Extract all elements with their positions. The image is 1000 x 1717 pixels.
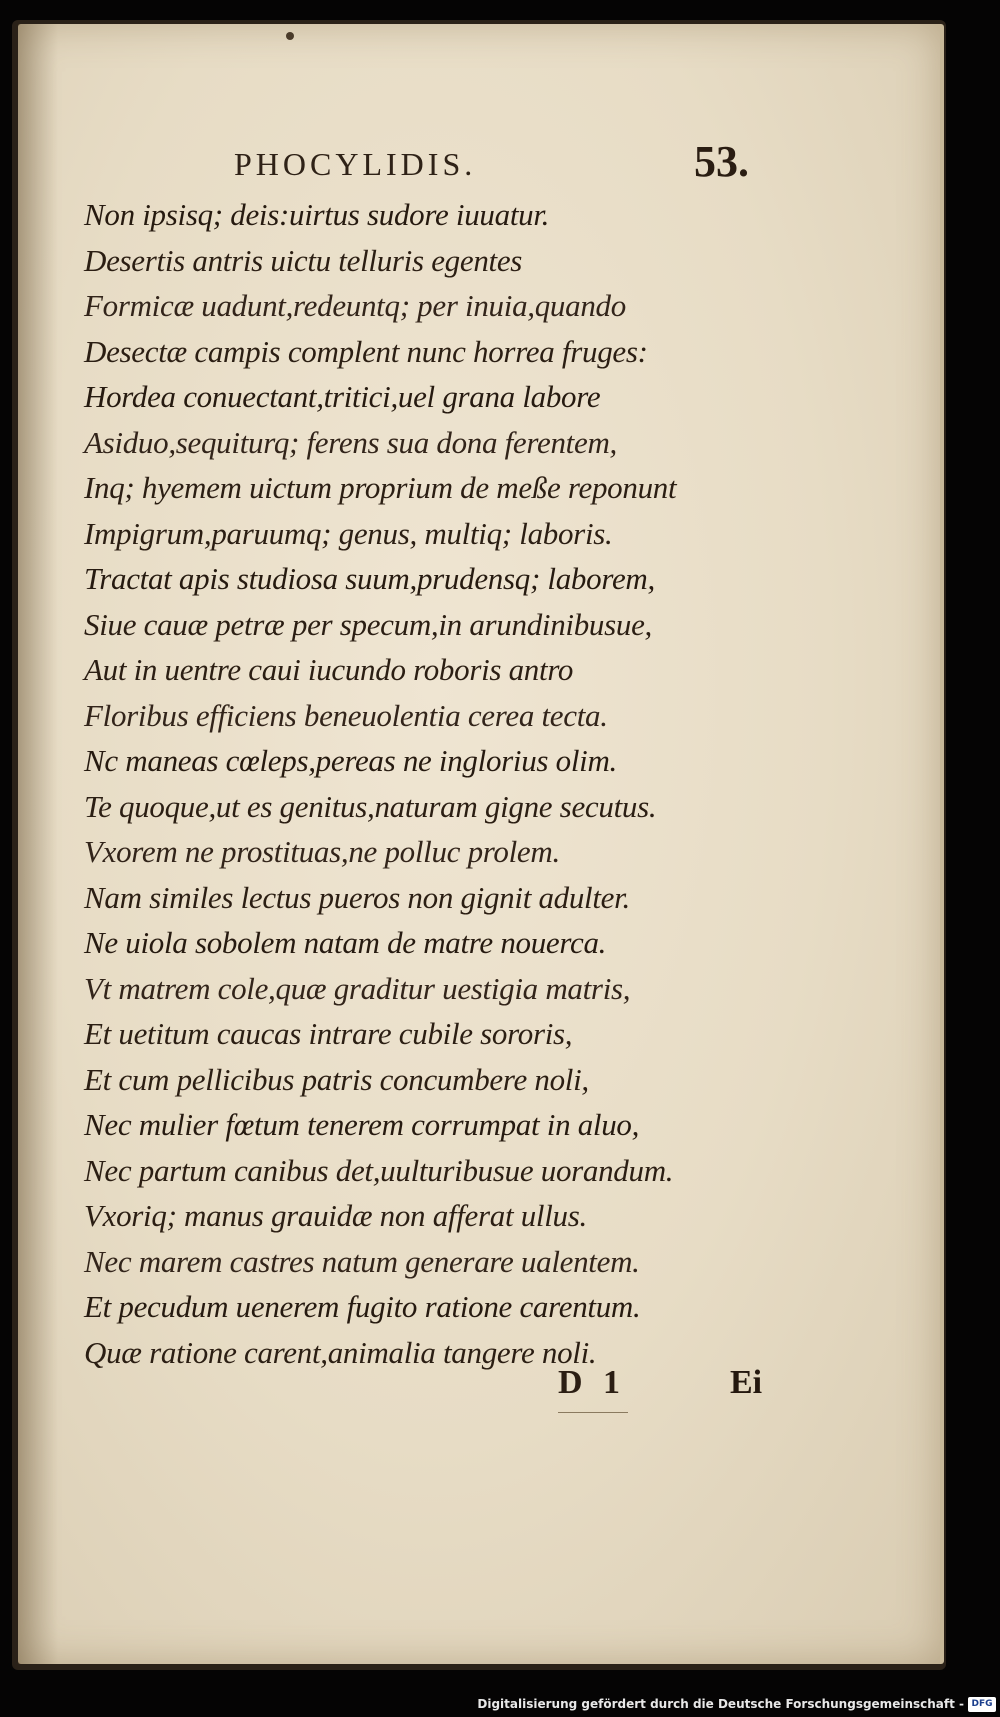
- verse-line: Te quoque,ut es genitus,naturam gigne secutus.: [84, 788, 657, 824]
- verse-line: Nec mulier fœtum tenerem corrumpat in aluo,: [84, 1107, 640, 1142]
- verse-line: Impigrum,paruumq; genus, multiq; laboris.: [84, 515, 613, 551]
- digitization-credit: Digitalisierung gefördert durch die Deutsche Forschungsgemeinschaft -: [477, 1697, 964, 1711]
- verse-line: Quæ ratione carent,animalia tangere noli.: [84, 1334, 597, 1370]
- running-title: PHOCYLIDIS.: [234, 146, 477, 182]
- verse-line: Aut in uentre caui iucundo roboris antro: [84, 652, 574, 687]
- verse-line: Vxorem ne prostituas,ne polluc prolem.: [84, 834, 560, 869]
- verse-line: Nec marem castres natum generare ualentem.: [84, 1243, 640, 1279]
- verse-line: Non ipsisq; deis:uirtus sudore iuuatur.: [84, 197, 550, 232]
- verse-line: Ne uiola sobolem natam de matre nouerca.: [84, 925, 607, 960]
- verse-line: Vt matrem cole,quæ graditur uestigia matris,: [84, 970, 631, 1006]
- verse-line: Desectæ campis complent nunc horrea fruges:: [84, 333, 648, 369]
- book-page: [18, 24, 944, 1664]
- verse-line: Inq; hyemem uictum proprium de meße reponunt: [84, 470, 677, 505]
- catchword: Ei: [730, 1364, 763, 1401]
- verse-text: [84, 192, 904, 1375]
- verse-line: Floribus efficiens beneuolentia cerea tecta.: [84, 697, 608, 733]
- verse-line: Tractat apis studiosa suum,prudensq; laborem,: [84, 561, 655, 596]
- running-head: [18, 128, 940, 188]
- verse-line: Et pecudum uenerem fugito ratione carentum.: [84, 1289, 641, 1324]
- verse-line: Vxoriq; manus grauidæ non afferat ullus.: [84, 1198, 587, 1233]
- verse-line: Asiduo,sequiturq; ferens sua dona ferentem,: [84, 424, 617, 460]
- verse-line: Nc maneas cœleps,pereas ne inglorius olim.: [84, 743, 618, 778]
- verse-line: Et uetitum caucas intrare cubile sororis,: [84, 1016, 573, 1051]
- page-number: 53.: [694, 137, 749, 186]
- verse-line: Hordea conuectant,tritici,uel grana labore: [84, 379, 601, 414]
- verse-line: Nam similes lectus pueros non gignit adulter.: [84, 879, 630, 915]
- ink-dot: [286, 32, 294, 40]
- verse-line: Siue cauæ petræ per specum,in arundinibusue,: [84, 606, 652, 642]
- verse-line: Nec partum canibus det,uulturibusue uorandum.: [84, 1152, 674, 1188]
- verse-line: Formicæ uadunt,redeuntq; per inuia,quando: [84, 288, 626, 323]
- dfg-logo-icon: DFG: [968, 1697, 996, 1712]
- verse-line: Et cum pellicibus patris concumbere noli,: [84, 1061, 589, 1097]
- signature-rule: [558, 1412, 628, 1413]
- verse-line: Desertis antris uictu telluris egentes: [84, 242, 523, 278]
- signature-mark: D 1: [558, 1364, 627, 1401]
